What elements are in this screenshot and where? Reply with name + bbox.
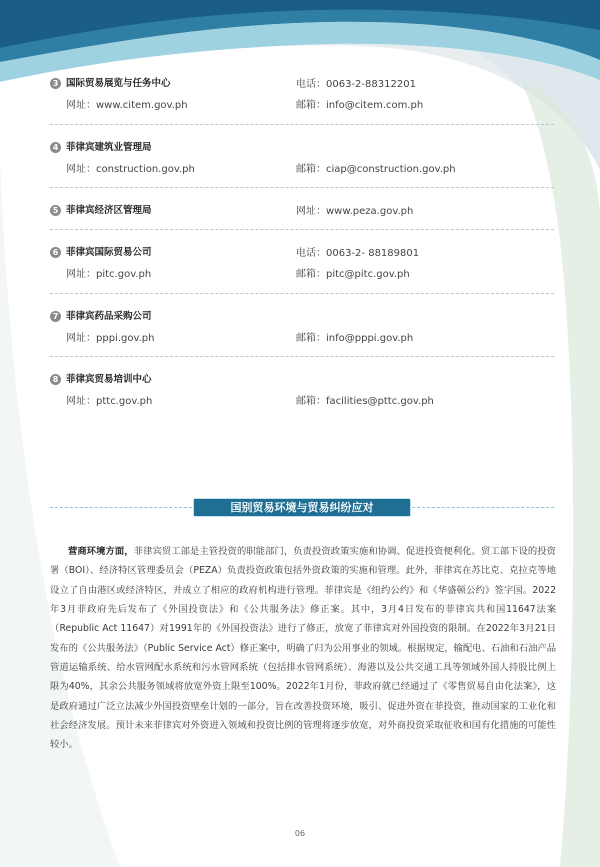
entry-email[interactable]: 邮箱：facilities@pttc.gov.ph	[296, 396, 434, 407]
section-heading	[50, 499, 554, 516]
entry-org-name: 菲律宾国际贸易公司	[66, 247, 152, 258]
section-title: 国别贸易环境与贸易纠纷应对	[194, 499, 410, 516]
divider	[50, 124, 554, 125]
page-number: 06	[294, 829, 306, 838]
entry-number-badge: 3	[50, 78, 61, 89]
heading-rule-left	[50, 507, 192, 508]
contact-entry	[50, 368, 554, 430]
heading-rule-right	[412, 507, 554, 508]
entry-phone: 电话：0063-2- 88189801	[296, 248, 420, 259]
entry-email[interactable]: 邮箱：pitc@pitc.gov.ph	[296, 269, 410, 280]
entry-website[interactable]: 网址：construction.gov.ph	[66, 164, 195, 175]
entry-org-name: 菲律宾建筑业管理局	[66, 142, 152, 153]
divider	[50, 229, 554, 230]
entry-number-badge: 8	[50, 374, 61, 385]
entry-number-badge: 4	[50, 142, 61, 153]
entry-number-badge: 5	[50, 205, 61, 216]
entry-number-badge: 7	[50, 311, 61, 322]
paragraph-body: 菲律宾贸工部是主管投资的职能部门，负责投资政策实施和协调、促进投资便利化。贸工部下设的投资署（BOI）、经济特区管理委员会（PEZA）负责投资政策包括外资政策的实施和管理。此外，菲律宾在苏比克、克拉克等地设立了自由港区或经济特区，并成立了相应的政府机构进行管理。菲律宾是《纽约公约》和《华盛顿公约》签字国。2022年3月菲政府先后发布了《外国投资法》和《公共服务法》修正案。其中，3月4日发布的菲律宾共和国11647法案（Republic Act 11647）对1991年的《外国投资法》进行了修正，放宽了菲律宾对外国投资的限制。在2022年3月21日发布的《公共服务法》（Public Service Act）修正案中，明确了归为公用事业的领域。根据规定，输配电、石油和石油产品管道运输系统、给水管网配水系统和污水管网系统（包括排水管网系统）、海港以及公共交通工具等领域外国人持股比例上限为40%，其余公共服务领域将放宽外资上限至100%。2022年1月份，菲政府就已经通过了《零售贸易自由化法案》，这是政府通过广泛立法减少外国投资壁垒计划的一部分，旨在改善投资环境，吸引、促进外资在菲投资，推动国家的工业化和社会经济发展。预计未来菲律宾对外资进入领域和投资比例的管理将逐步放宽，对外商投资采取征收和国有化措施的可能性较小。	[50, 546, 556, 751]
entry-email[interactable]: 邮箱：info@citem.com.ph	[296, 100, 424, 111]
contact-entry	[50, 305, 554, 367]
divider	[50, 293, 554, 294]
entry-email[interactable]: 邮箱：ciap@construction.gov.ph	[296, 164, 456, 175]
divider	[50, 187, 554, 188]
entry-org-name: 菲律宾药品采购公司	[66, 311, 152, 322]
entry-website[interactable]: 网址：pitc.gov.ph	[66, 269, 152, 280]
entry-org-name: 国际贸易展览与任务中心	[66, 78, 171, 89]
entry-org-name: 菲律宾贸易培训中心	[66, 374, 152, 385]
entry-website[interactable]: 网址：pttc.gov.ph	[66, 396, 153, 407]
entry-website[interactable]: 网址：pppi.gov.ph	[66, 333, 155, 344]
entry-website[interactable]: 网址：www.citem.gov.ph	[66, 100, 188, 111]
entry-website[interactable]: 网址：www.peza.gov.ph	[296, 206, 414, 217]
contact-entry	[50, 136, 554, 198]
entry-org-name: 菲律宾经济区管理局	[66, 205, 152, 216]
body-paragraph	[50, 542, 556, 755]
entry-phone: 电话：0063-2-88312201	[296, 79, 416, 90]
paragraph-lead: 营商环境方面，	[68, 546, 134, 557]
divider	[50, 356, 554, 357]
entry-number-badge: 6	[50, 247, 61, 258]
entry-email[interactable]: 邮箱：info@pppi.gov.ph	[296, 333, 414, 344]
